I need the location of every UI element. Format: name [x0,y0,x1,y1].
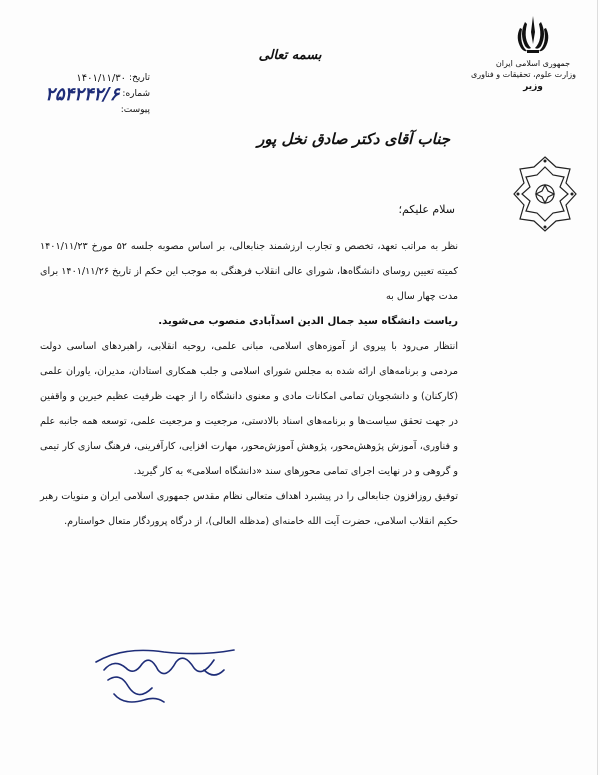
greeting: سلام علیکم؛ [398,203,455,216]
signature [84,640,244,710]
date-value: ۱۴۰۱/۱۱/۳۰ [76,72,127,84]
country-name: جمهوری اسلامی ایران [495,59,571,68]
body-paragraph-closing: توفیق روزافزون جنابعالی را در پیشبرد اهداف متعالی نظام مقدس جمهوری اسلامی ایران و منویات رهبر حکیم انقلاب اسلامی، حضرت آیت الله خامنه‌ای (مدظله العالی)، از درگاه پروردگار متعال خواستارم. [40,491,458,527]
letterhead [471,14,576,92]
number-label: شماره: [122,89,150,99]
number-value: ۲۵۴۲۴۲/۶ [45,83,120,105]
number-row [10,83,150,105]
bismillah-heading: بسمه تعالی [258,48,322,63]
body-paragraph-expectations: انتظار می‌رود با پیروی از آموزه‌های اسلامی، مبانی علمی، روحیه انقلابی، راهبردهای اساسی دولت مردمی و برنامه‌های ارائه شده به مجلس شورای اسلامی و جلب همکاری استادان، مدیران، یاوران علمی (کارکنان) و دانشجویان تمامی امکانات مادی و معنوی دانشگاه را از جهت ظرفیت عظیم خیرین و واقفین در جهت تحقق سیاست‌ها و برنامه‌های اسناد بالادستی، مرجعیت و مرجعیت علمی، توسعه همه جانبه علم و فناوری، آموزش پژوهش‌محور، پژوهش آموزش‌محور، مهارت افزایی، کارآفرینی، فرهنگ سازی کار تیمی و گروهی و در نهایت اجرای تمامی محورهای سند «دانشگاه اسلامی» به کار گیرید. [40,341,458,477]
letter-meta [10,70,150,118]
letter-body [40,234,458,534]
page-edge [597,0,598,775]
recipient-name: جناب آقای دکتر صادق نخل پور [257,130,450,148]
ministry-name: وزارت علوم، تحقیقات و فناوری [471,70,576,79]
body-paragraph-appointment: نظر به مراتب تعهد، تخصص و تجارب ارزشمند جنابعالی، بر اساس مصوبه جلسه ۵۲ مورخ ۱۴۰۱/۱۱/۲۳ کمیته تعیین روسای دانشگاه‌ها، شورای عالی انقلاب فرهنگی به موجب این حکم از تاریخ ۱۴۰۱/۱۱/۲۶ برای مدت چهار سال به [40,241,458,302]
attachment-label: پیوست: [120,105,150,115]
ornament-icon [512,155,578,233]
iran-emblem-icon [513,14,553,58]
position-title: وزیر [523,82,543,92]
date-label: تاریخ: [129,73,150,83]
body-paragraph-position: ریاست دانشگاه سید جمال الدین اسدآبادی منصوب می‌شوید. [158,316,458,327]
